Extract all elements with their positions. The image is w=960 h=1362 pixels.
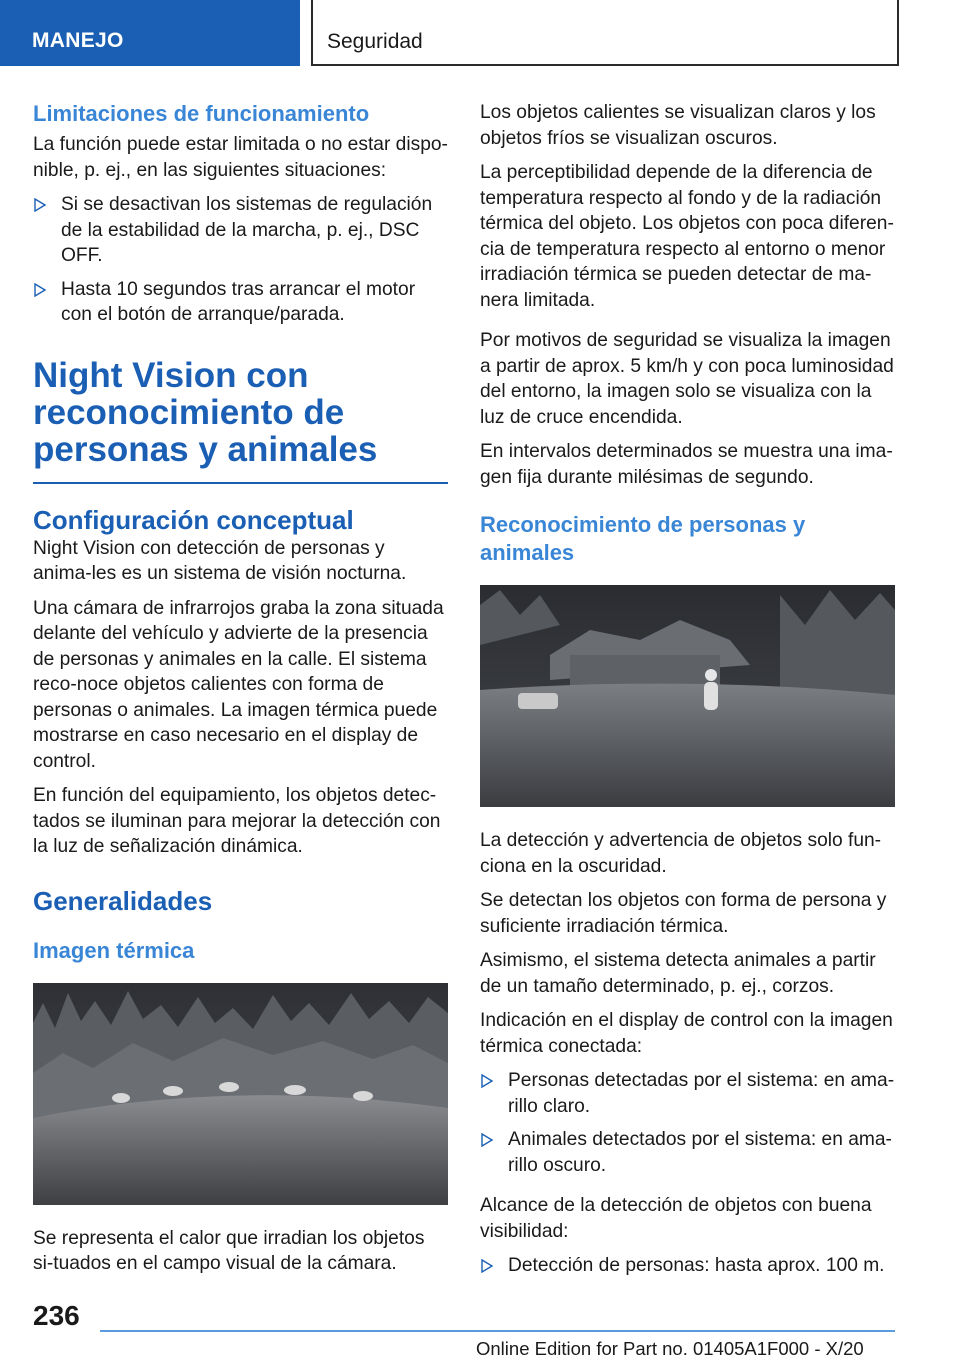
section-label: MANEJO xyxy=(32,29,124,52)
section-tab xyxy=(0,0,300,66)
right-paragraph-4: En intervalos determinados se muestra una ima-gen fija durante milésimas de segundo. xyxy=(480,441,893,488)
triangle-right-outline-icon xyxy=(480,1074,494,1088)
list-item xyxy=(480,1068,895,1119)
triangle-right-outline-icon xyxy=(480,1259,494,1273)
heading-rule xyxy=(33,482,448,484)
left-column xyxy=(33,100,448,1286)
right-column xyxy=(480,100,895,1288)
thermal-caption: Se representa el calor que irradian los objetos si-tuados en el campo visual de la cámara. xyxy=(33,1227,425,1274)
main-heading: Night Vision con reconocimiento de personas y animales xyxy=(33,355,378,469)
concept-paragraph-3: En función del equipamiento, los objetos detec-tados se iluminan para mejorar la detección con la luz de señalización dinámica. xyxy=(33,785,441,857)
footer-rule xyxy=(100,1330,895,1332)
list-item-text: Detección de personas: hasta aprox. 100 m. xyxy=(508,1255,885,1276)
triangle-right-outline-icon xyxy=(33,198,47,212)
thermal-heading: Imagen térmica xyxy=(33,937,195,963)
list-item xyxy=(480,1253,895,1279)
triangle-right-outline-icon xyxy=(480,1133,494,1147)
list-item xyxy=(480,1127,895,1178)
chapter-label: Seguridad xyxy=(327,30,423,53)
list-item-text: Animales detectados por el sistema: en ama-rillo oscuro. xyxy=(508,1129,892,1176)
chapter-box xyxy=(311,0,899,66)
edition-label: Online Edition for Part no. 01405A1F000 - X/20 xyxy=(476,1338,864,1359)
general-heading: Generalidades xyxy=(33,885,213,916)
list-item xyxy=(33,192,448,269)
list-item-text: Personas detectadas por el sistema: en ama-rillo claro. xyxy=(508,1070,895,1117)
list-item-text: Si se desactivan los sistemas de regulación de la estabilidad de la marcha, p. ej., DSC OFF. xyxy=(61,194,433,266)
list-item xyxy=(33,277,448,328)
thermal-image-animals xyxy=(33,983,448,1205)
limitations-heading: Limitaciones de funcionamiento xyxy=(33,101,370,126)
right-paragraph-9: Alcance de la detección de objetos con buena visibilidad: xyxy=(480,1195,872,1242)
thermal-image-pedestrian xyxy=(480,585,895,807)
list-item-text: Hasta 10 segundos tras arrancar el motor con el botón de arranque/parada. xyxy=(61,278,416,325)
right-paragraph-1: Los objetos calientes se visualizan claros y los objetos fríos se visualizan oscuros. xyxy=(480,102,876,149)
concept-paragraph-2: Una cámara de infrarrojos graba la zona situada delante del vehículo y advierte de la presencia de personas y animales en la calle. El sistema reco-noce objetos calientes con forma de personas o animales. La imagen térmica puede mostrarse en caso necesario en el display de control. xyxy=(33,597,444,772)
right-paragraph-6: Se detectan los objetos con forma de persona y suficiente irradiación térmica. xyxy=(480,890,887,937)
range-list xyxy=(480,1253,895,1279)
limitations-intro: La función puede estar limitada o no estar dispo-nible, p. ej., en las siguientes situaciones: xyxy=(33,134,448,181)
display-list xyxy=(480,1068,895,1178)
page-header xyxy=(0,0,960,66)
page-number: 236 xyxy=(33,1300,80,1331)
concept-paragraph-1: Night Vision con detección de personas y anima-les es un sistema de visión nocturna. xyxy=(33,537,407,584)
right-paragraph-7: Asimismo, el sistema detecta animales a partir de un tamaño determinado, p. ej., corzos. xyxy=(480,950,876,997)
recognition-heading: Reconocimiento de personas y animales xyxy=(480,512,806,565)
right-paragraph-2: La perceptibilidad depende de la diferencia de temperatura respecto al fondo y de la radiación térmica del objeto. Los objetos con poca diferen-cia de temperatura respecto al entorno o menor irradiación térmica se pueden detectar de ma-nera limitada. xyxy=(480,162,894,311)
concept-heading: Configuración conceptual xyxy=(33,504,354,535)
right-paragraph-5: La detección y advertencia de objetos solo fun-ciona en la oscuridad. xyxy=(480,830,882,877)
triangle-right-outline-icon xyxy=(33,283,47,297)
limitations-list xyxy=(33,192,448,328)
right-paragraph-8: Indicación en el display de control con la imagen térmica conectada: xyxy=(480,1010,893,1057)
right-paragraph-3: Por motivos de seguridad se visualiza la imagen a partir de aprox. 5 km/h y con poca luminosidad del entorno, la imagen solo se visualiza con la luz de cruce encendida. xyxy=(480,330,894,428)
